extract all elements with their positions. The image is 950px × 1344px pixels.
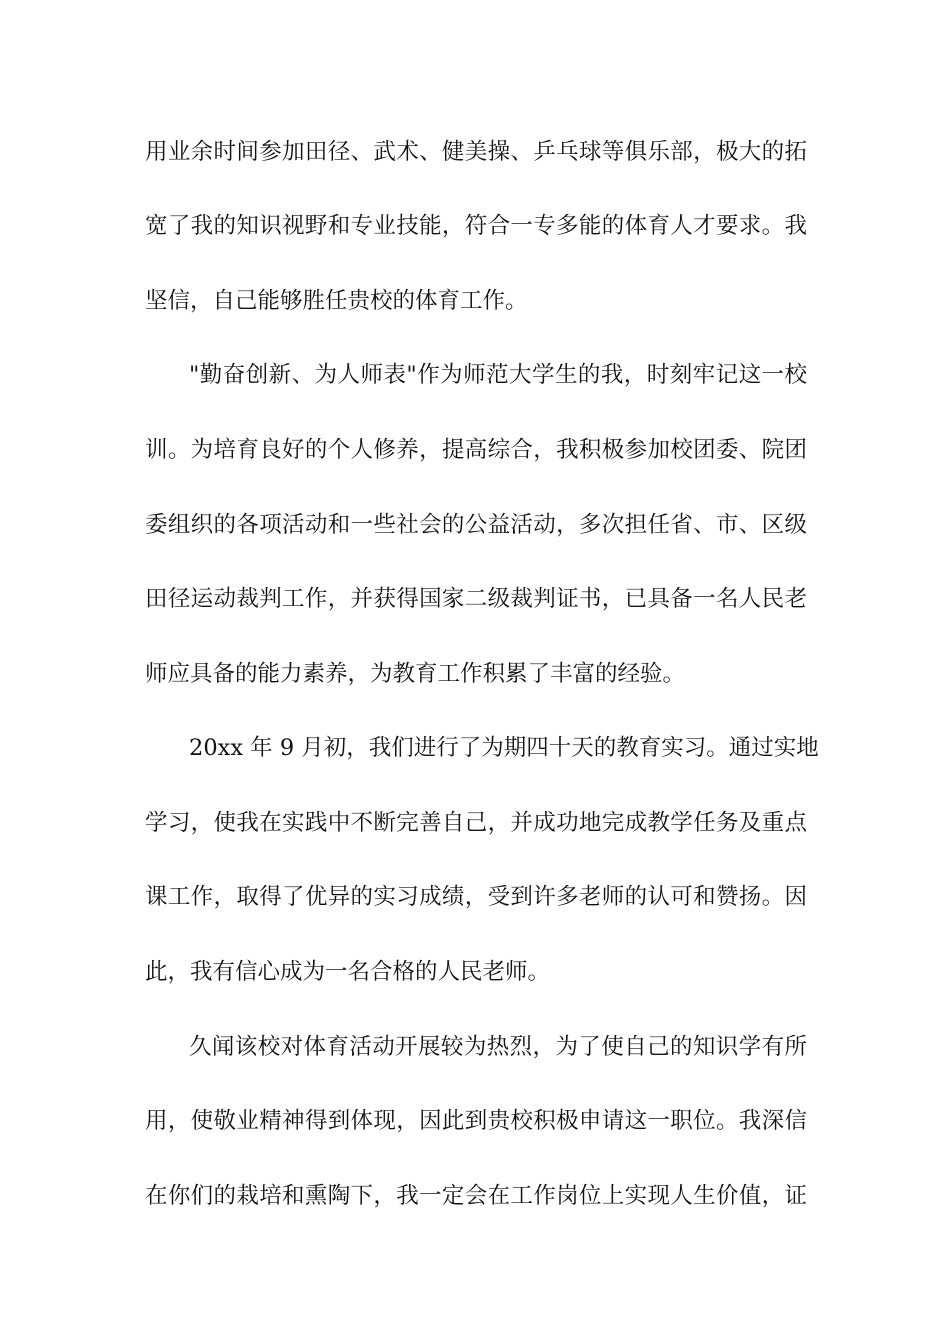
paragraph-line: 课工作，取得了优异的实习成绩，受到许多老师的认可和赞扬。因 — [145, 884, 807, 910]
paragraph-line: 久闻该校对体育活动开展较为热烈，为了使自己的知识学有所 — [189, 1034, 807, 1060]
paragraph-line: 用，使敬业精神得到体现，因此到贵校积极申请这一职位。我深信 — [145, 1108, 807, 1134]
paragraph-line: 此，我有信心成为一名合格的人民老师。 — [145, 959, 551, 985]
paragraph-line: 学习，使我在实践中不断完善自己，并成功地完成教学任务及重点 — [145, 810, 807, 836]
paragraph-line: 坚信，自己能够胜任贵校的体育工作。 — [145, 288, 528, 314]
paragraph-line: 训。为培育良好的个人修养，提高综合，我积极参加校团委、院团 — [145, 437, 807, 463]
paragraph-line: "勤奋创新、为人师表"作为师范大学生的我，时刻牢记这一校 — [189, 362, 807, 388]
paragraph-line: 师应具备的能力素养，为教育工作积累了丰富的经验。 — [145, 661, 686, 687]
paragraph-line: 宽了我的知识视野和专业技能，符合一专多能的体育人才要求。我 — [145, 213, 807, 239]
paragraph-line: 田径运动裁判工作，并获得国家二级裁判证书，已具备一名人民老 — [145, 586, 807, 612]
paragraph-line: 在你们的栽培和熏陶下，我一定会在工作岗位上实现人生价值，证 — [145, 1183, 807, 1209]
paragraph-line: 用业余时间参加田径、武术、健美操、乒乓球等俱乐部，极大的拓 — [145, 139, 807, 165]
paragraph-line: 20xx 年 9 月初，我们进行了为期四十天的教育实习。通过实地 — [189, 735, 819, 761]
paragraph-line: 委组织的各项活动和一些社会的公益活动，多次担任省、市、区级 — [145, 512, 807, 538]
